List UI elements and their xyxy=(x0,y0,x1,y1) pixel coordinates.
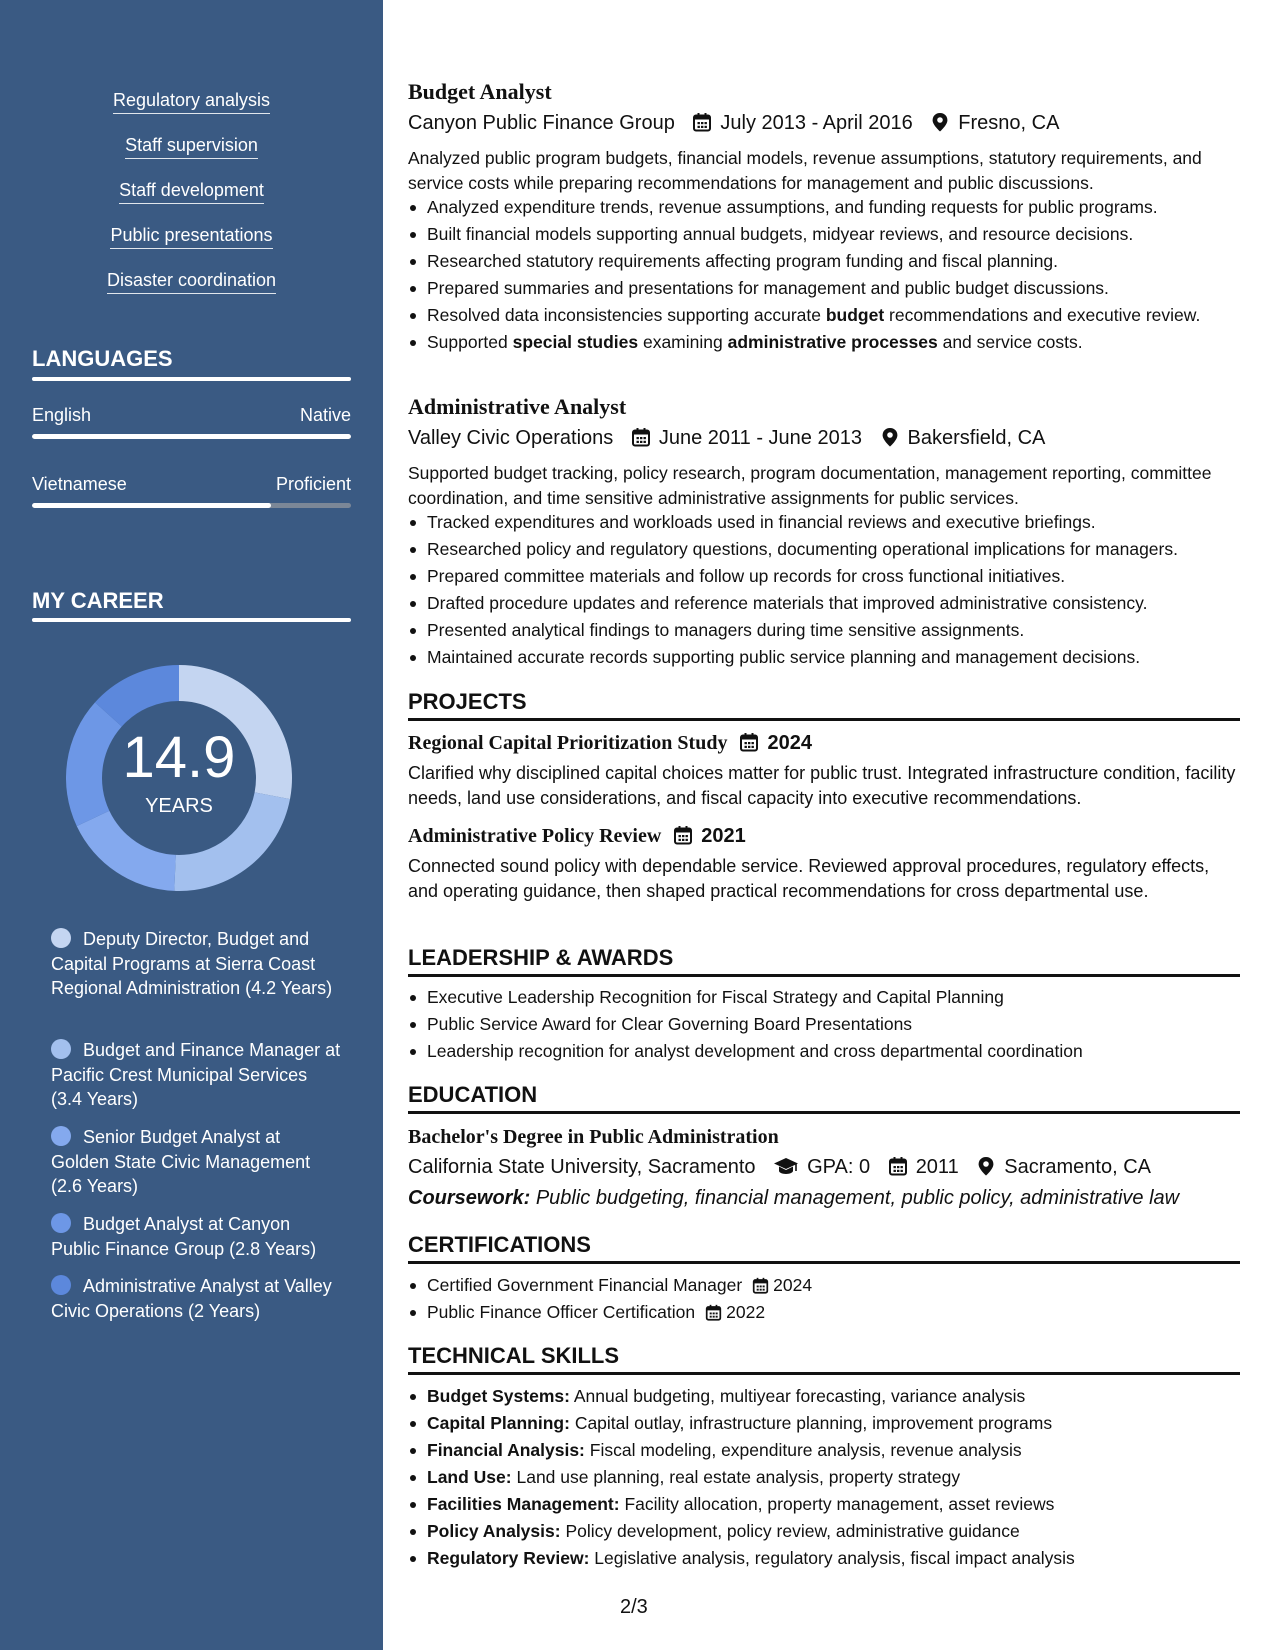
donut-segment xyxy=(77,811,176,891)
language-row xyxy=(32,473,351,495)
heading-rule xyxy=(32,377,351,381)
language-bar-fill xyxy=(32,434,351,439)
list-item: Certified Government Financial Manager 2024 xyxy=(408,1273,1240,1298)
project-year: 2024 xyxy=(767,732,812,754)
list-item: Built financial models supporting annual budgets, midyear reviews, and resource decisions. xyxy=(408,222,1240,247)
language-bar-fill xyxy=(32,503,271,508)
job-summary: Supported budget tracking, policy research, program documentation, management reporting, committee coordination, and time sensitive administrative assignments for public services. xyxy=(408,463,1212,508)
certifications-heading: CERTIFICATIONS xyxy=(408,1232,1240,1264)
language-name: Vietnamese xyxy=(32,474,127,494)
calendar-icon xyxy=(673,825,693,845)
sidebar xyxy=(0,0,383,1650)
school-name: California State University, Sacramento xyxy=(408,1156,756,1178)
list-item: Leadership recognition for analyst development and cross departmental coordination xyxy=(408,1039,1240,1064)
list-item: Executive Leadership Recognition for Fiscal Strategy and Capital Planning xyxy=(408,985,1240,1010)
job-title: Budget Analyst xyxy=(408,79,552,104)
career-item: Senior Budget Analyst at Golden State Civic Management (2.6 Years) xyxy=(51,1127,311,1196)
language-level: Native xyxy=(299,405,351,425)
technical-skills-list xyxy=(408,1384,1240,1573)
list-item: Researched statutory requirements affecting program funding and fiscal planning. xyxy=(408,249,1240,274)
awards-heading: LEADERSHIP & AWARDS xyxy=(408,945,1240,977)
coursework-text: Public budgeting, financial management, public policy, administrative law xyxy=(535,1187,1180,1209)
coursework-label: Coursework: xyxy=(408,1187,531,1209)
list-item: Drafted procedure updates and reference materials that improved administrative consistency. xyxy=(408,591,1240,616)
career-item: Budget Analyst at Canyon Public Finance Group (2.8 Years) xyxy=(51,1214,317,1259)
school-location: Sacramento, CA xyxy=(1004,1156,1151,1178)
career-heading: MY CAREER xyxy=(32,588,164,613)
company-name: Canyon Public Finance Group xyxy=(408,112,675,134)
list-item: Regulatory Review: Legislative analysis, regulatory analysis, fiscal impact analysis xyxy=(408,1546,1240,1571)
coursework xyxy=(408,1185,1179,1211)
language-row xyxy=(32,404,351,426)
career-item: Budget and Finance Manager at Pacific Crest Municipal Services (3.4 Years) xyxy=(51,1040,341,1109)
list-item: Financial Analysis: Fiscal modeling, expenditure analysis, revenue analysis xyxy=(408,1438,1240,1463)
career-dot xyxy=(51,1126,71,1146)
job-summary: Analyzed public program budgets, financial models, revenue assumptions, statutory requirements, and service costs while preparing recommendations for management and public discussions. xyxy=(408,148,1202,193)
certifications-list xyxy=(408,1273,1240,1327)
list-item: Presented analytical findings to managers during time sensitive assignments. xyxy=(408,618,1240,643)
career-unit: YEARS xyxy=(145,795,213,817)
list-item: Capital Planning: Capital outlay, infrastructure planning, improvement programs xyxy=(408,1411,1240,1436)
job-meta xyxy=(408,110,1059,136)
graduation-year: 2011 xyxy=(915,1156,959,1178)
list-item: Maintained accurate records supporting public service planning and management decisions. xyxy=(408,645,1240,670)
company-name: Valley Civic Operations xyxy=(408,427,614,449)
skill-tag: Staff development xyxy=(0,179,383,204)
languages-heading: LANGUAGES xyxy=(32,346,173,371)
project-description: Clarified why disciplined capital choices matter for public trust. Integrated infrastructure condition, facility needs, land use considerations, and fiscal capacity into executive recommendations. xyxy=(408,763,1236,808)
list-item: Land Use: Land use planning, real estate analysis, property strategy xyxy=(408,1465,1240,1490)
language-bar xyxy=(32,503,351,508)
list-item: Tracked expenditures and workloads used in financial reviews and executive briefings. xyxy=(408,510,1240,535)
career-total: 14.9 xyxy=(122,725,236,790)
job-title: Administrative Analyst xyxy=(408,394,627,419)
list-item: Budget Systems: Annual budgeting, multiyear forecasting, variance analysis xyxy=(408,1384,1240,1409)
job-bullets xyxy=(408,510,1240,672)
education-heading: EDUCATION xyxy=(408,1082,1240,1114)
list-item: Prepared committee materials and follow up records for cross functional initiatives. xyxy=(408,564,1240,589)
calendar-icon xyxy=(888,1156,908,1176)
education-meta xyxy=(408,1154,1151,1180)
career-item: Deputy Director, Budget and Capital Programs at Sierra Coast Regional Administration (4.2 Years) xyxy=(51,929,333,998)
degree-title: Bachelor's Degree in Public Administration xyxy=(408,1126,779,1148)
project-year: 2021 xyxy=(701,825,746,847)
calendar-icon xyxy=(752,1277,769,1294)
heading-rule xyxy=(32,618,351,622)
career-dot xyxy=(51,1275,71,1295)
map-pin-icon xyxy=(930,112,950,132)
map-pin-icon xyxy=(976,1156,996,1176)
skill-tag: Disaster coordination xyxy=(0,269,383,294)
career-item: Administrative Analyst at Valley Civic Operations (2 Years) xyxy=(51,1276,332,1321)
career-dot xyxy=(51,1213,71,1233)
gpa: GPA: 0 xyxy=(807,1156,871,1178)
calendar-icon xyxy=(692,112,712,132)
main-content xyxy=(408,0,1240,1650)
language-level: Proficient xyxy=(275,474,351,494)
projects-heading: PROJECTS xyxy=(408,689,1240,721)
list-item: Prepared summaries and presentations for management and public budget discussions. xyxy=(408,276,1240,301)
list-item: Facilities Management: Facility allocation, property management, asset reviews xyxy=(408,1492,1240,1517)
job-location: Fresno, CA xyxy=(958,112,1060,134)
career-dot xyxy=(51,928,71,948)
job-meta xyxy=(408,425,1045,451)
skill-tag: Staff supervision xyxy=(0,134,383,159)
cert-year: 2022 xyxy=(726,1302,766,1322)
project-title: Regional Capital Prioritization Study 2024 xyxy=(408,732,812,754)
skill-tag: Public presentations xyxy=(0,224,383,249)
project-title: Administrative Policy Review 2021 xyxy=(408,825,746,847)
job-dates: June 2011 - June 2013 xyxy=(658,427,862,449)
technical-skills-heading: TECHNICAL SKILLS xyxy=(408,1343,1240,1375)
job-bullets xyxy=(408,195,1240,357)
job-location: Bakersfield, CA xyxy=(907,427,1046,449)
awards-list xyxy=(408,985,1240,1066)
graduation-cap-icon xyxy=(773,1156,799,1176)
calendar-icon xyxy=(739,732,759,752)
calendar-icon xyxy=(705,1304,722,1321)
skill-tag: Regulatory analysis xyxy=(0,89,383,114)
list-item: Policy Analysis: Policy development, policy review, administrative guidance xyxy=(408,1519,1240,1544)
map-pin-icon xyxy=(880,427,900,447)
list-item: Public Finance Officer Certification 2022 xyxy=(408,1300,1240,1325)
language-bar xyxy=(32,434,351,439)
job-dates: July 2013 - April 2016 xyxy=(720,112,913,134)
list-item: Analyzed expenditure trends, revenue assumptions, and funding requests for public programs. xyxy=(408,195,1240,220)
career-dot xyxy=(51,1039,71,1059)
career-donut-chart xyxy=(66,665,292,891)
list-item: Supported special studies examining administrative processes and service costs. xyxy=(408,330,1240,355)
donut-segment xyxy=(66,702,122,826)
list-item: Researched policy and regulatory questions, documenting operational implications for managers. xyxy=(408,537,1240,562)
language-name: English xyxy=(32,405,92,425)
project-description: Connected sound policy with dependable service. Reviewed approval procedures, regulatory effects, and operating guidance, then shaped practical recommendations for cross departmental use. xyxy=(408,856,1210,901)
list-item: Resolved data inconsistencies supporting accurate budget recommendations and executive review. xyxy=(408,303,1240,328)
list-item: Public Service Award for Clear Governing Board Presentations xyxy=(408,1012,1240,1037)
cert-year: 2024 xyxy=(773,1275,813,1295)
calendar-icon xyxy=(631,427,651,447)
